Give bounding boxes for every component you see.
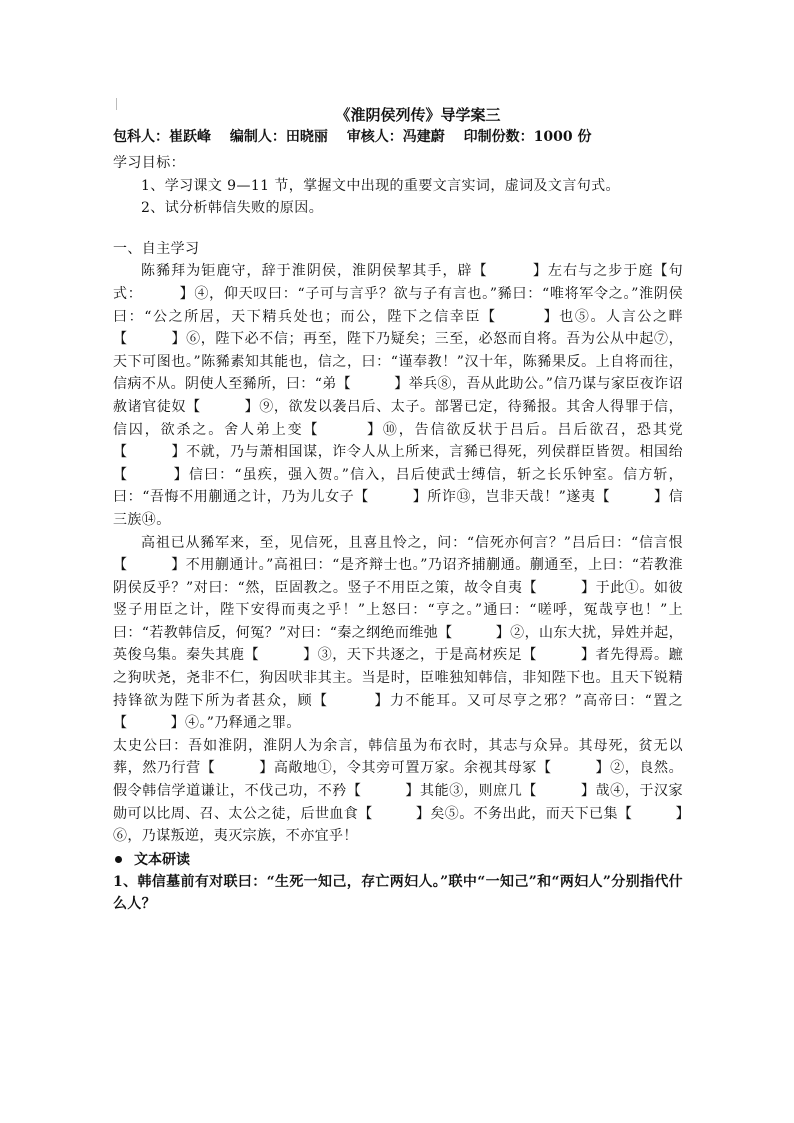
commentary-paragraph: 太史公曰：吾如淮阴，淮阴人为余言，韩信虽为布衣时，其志与众异。其母死，贫无以葬，然乃行营【 】高敞地①，令其旁可置万家。余视其母冢【 】②，良然。假令韩信学道谦让，不伐己功，不矜【 】其能③，则庶几【 】哉④，于汉家勋可以比周、召、太公之徒，后世血食【 】矣⑤。不务出此，而天下已集【 】⑥，乃谋叛逆，夷灭宗族，不亦宜乎！ — [113, 737, 683, 845]
objectives-heading: 学习目标： — [113, 155, 185, 171]
question-1: 1、韩信墓前有对联曰：“生死一知己，存亡两妇人。”联中“一知己”和“两妇人”分别指代什么人？ — [113, 873, 683, 913]
bullet-icon — [115, 856, 122, 863]
document-page — [113, 100, 683, 916]
compiler-label: 包科人：崔跃峰 — [113, 129, 211, 145]
text-study-label: 文本研读 — [134, 851, 190, 868]
objective-item-2: 2、试分析韩信失败的原因。 — [141, 200, 324, 217]
passage-paragraph-1: 陈豨拜为钜鹿守，辞于淮阴侯，淮阴侯挈其手，辟【 】左右与之步于庭【句式： 】④，仰天叹曰：“子可与言乎？欲与子有言也。”豨曰：“唯将军令之。”淮阴侯曰：“公之所居，天下精兵处也；而公，陛下之信幸臣【 】也⑤。人言公之畔【 】⑥，陛下必不信；再至，陛下乃疑矣；三至，必怒而自将。吾为公从中起⑦，天下可图也。”陈豨素知其能也，信之，曰：“谨奉教！”汉十年，陈豨果反。上自将而往，信病不从。阴使人至豨所，曰：“弟【 】举兵⑧，吾从此助公。”信乃谋与家臣夜诈诏赦诸官徒奴【 】⑨，欲发以袭吕后、太子。部署已定，待豨报。其舍人得罪于信，信囚，欲杀之。舍人弟上变【 】⑩，告信欲反状于吕后。吕后欲召，恐其党【 】不就，乃与萧相国谋，诈令人从上所来，言豨已得死，列侯群臣皆贺。相国绐【 】信曰：“虽疾，强入贺。”信入，吕后使武士缚信，斩之长乐钟室。信方斩，曰：“吾悔不用蒯通之计，乃为儿女子【 】所诈⑬，岂非天哉！”遂夷【 】信三族⑭。 — [113, 263, 683, 528]
objective-item-1: 1、学习课文 9—11 节，掌握文中出现的重要文言实词，虚词及文言句式。 — [141, 177, 620, 194]
copies-label: 印制份数：1000 份 — [463, 129, 592, 145]
document-title: 《淮阴侯列传》导学案三 — [335, 106, 501, 124]
section-heading-text-study — [113, 849, 683, 871]
editor-label: 编制人：田晓丽 — [229, 129, 328, 145]
reviewer-label: 审核人：冯建蔚 — [346, 129, 445, 145]
passage-paragraph-2: 高祖已从豨军来，至，见信死，且喜且怜之，问：“信死亦何言？”吕后曰：“信言恨【 】不用蒯通计。”高祖曰：“是齐辩士也。”乃诏齐捕蒯通。蒯通至，上曰：“若教淮阴侯反乎？”对曰：“然，臣固教之。竖子不用臣之策，故令自夷【 】于此①。如彼竖子用臣之计，陛下安得而夷之乎！”上怒曰：“亨之。”通曰：“嗟呼，冤哉亨也！”上曰：“若教韩信反，何冤？”对曰：“秦之纲绝而维弛【 】②，山东大扰，异姓并起，英俊乌集。秦失其鹿【 】③，天下共逐之，于是高材疾足【 】者先得焉。蹠之狗吠尧，尧非不仁，狗因吠非其主。当是时，臣唯独知韩信，非知陛下也。且天下锐精持锋欲为陛下所为者甚众，顾【 】力不能耳。又可尽亨之邪？”高帝曰：“置之【 】④。”乃释通之罪。 — [113, 534, 683, 732]
section-heading-self-study: 一、自主学习 — [113, 240, 200, 257]
document-meta — [113, 126, 683, 148]
